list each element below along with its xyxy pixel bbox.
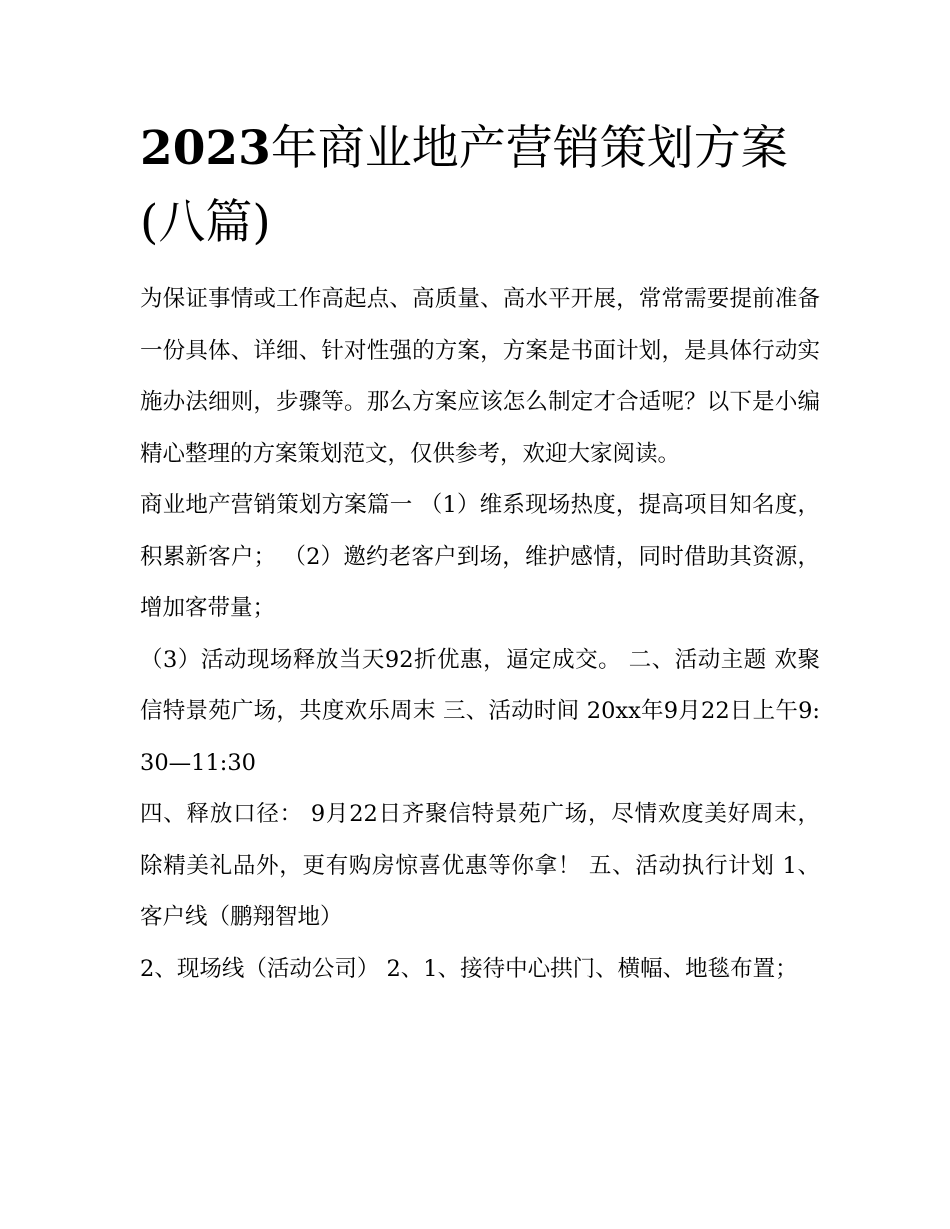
activity-paragraph: （3）活动现场释放当天92折优惠，逼定成交。 二、活动主题 欢聚信特景苑广场，共度欢乐周末 三、活动时间 20xx年9月22日上午9:30—11:30 xyxy=(140,646,820,776)
site-paragraph: 2、现场线（活动公司） 2、1、接待中心拱门、横幅、地毯布置； xyxy=(140,955,798,982)
title-year: 2023 xyxy=(140,121,271,176)
document-title xyxy=(140,112,820,260)
title-text: 年商业地产营销策划方案(八篇) xyxy=(140,121,788,250)
document-body xyxy=(140,274,820,995)
release-paragraph: 四、释放口径： 9月22日齐聚信特景苑广场，尽情欢度美好周末，除精美礼品外，更有购房惊喜优惠等你拿！ 五、活动执行计划 1、客户线（鹏翔智地） xyxy=(140,801,820,930)
intro-paragraph: 为保证事情或工作高起点、高质量、高水平开展，常常需要提前准备一份具体、详细、针对性强的方案，方案是书面计划，是具体行动实施办法细则，步骤等。那么方案应该怎么制定才合适呢？以下是小编精心整理的方案策划范文，仅供参考，欢迎大家阅读。 xyxy=(140,286,820,467)
section-one-paragraph: 商业地产营销策划方案篇一 （1）维系现场热度，提高项目知名度，积累新客户； （2）邀约老客户到场，维护感情，同时借助其资源，增加客带量； xyxy=(140,492,820,621)
